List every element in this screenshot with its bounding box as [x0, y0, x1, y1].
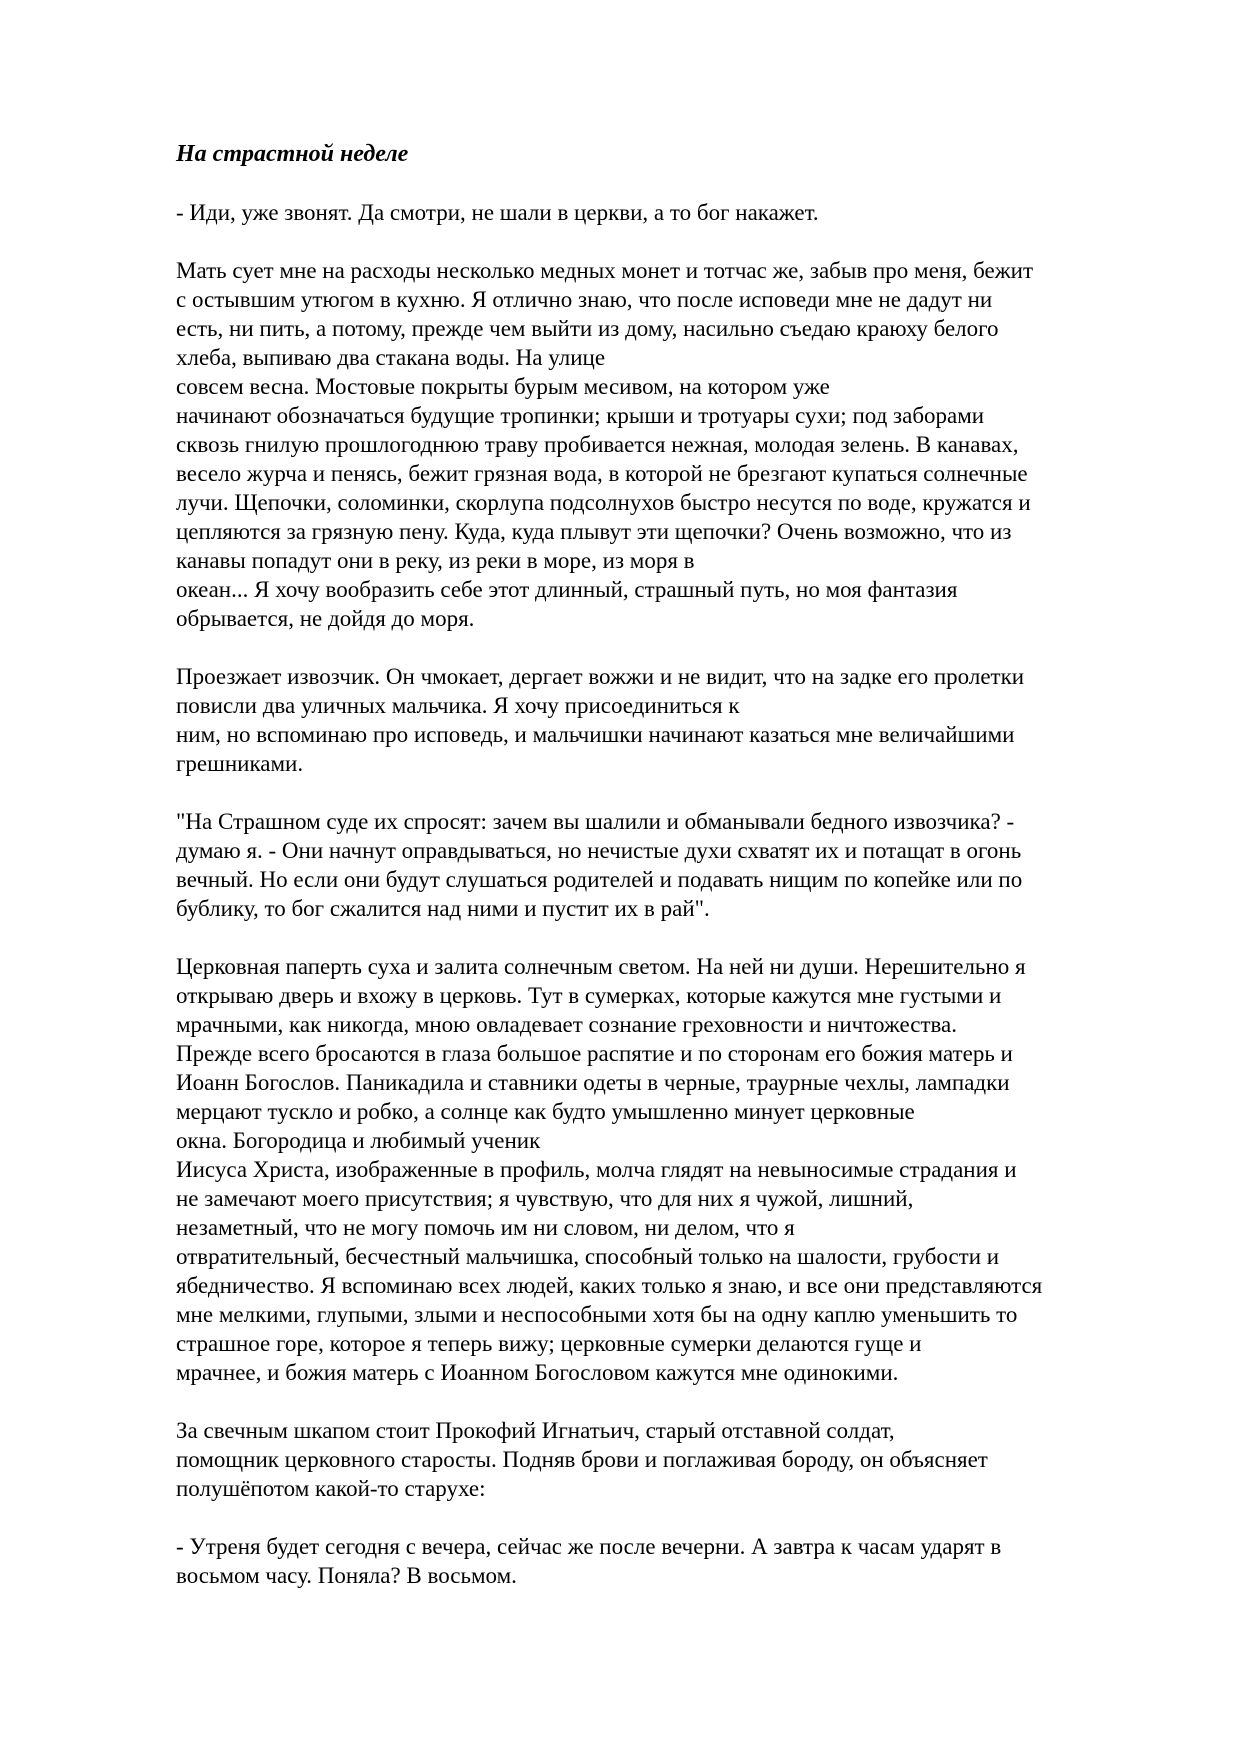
text-line: восьмом часу. Поняла? В восьмом. — [176, 1563, 517, 1588]
text-line: хлеба, выпиваю два стакана воды. На улице — [176, 345, 606, 370]
text-line: Проезжает извозчик. Он чмокает, дергает вожжи и не видит, что на задке его пролетки — [176, 664, 1025, 689]
text-line: грешниками. — [176, 751, 304, 776]
paragraph — [176, 1532, 1166, 1590]
paragraph — [176, 256, 1166, 633]
text-line: Церковная паперть суха и залита солнечным светом. На ней ни души. Нерешительно я — [176, 954, 1026, 979]
text-line: отвратительный, бесчестный мальчишка, способный только на шалости, грубости и — [176, 1244, 1000, 1269]
text-line: За свечным шкапом стоит Прокофий Игнатьич, старый отставной солдат, — [176, 1418, 895, 1443]
paragraph — [176, 1416, 1166, 1503]
text-line: Иисуса Христа, изображенные в профиль, молча глядят на невыносимые страдания и — [176, 1157, 1017, 1182]
text-line: повисли два уличных мальчика. Я хочу присоединиться к — [176, 693, 740, 718]
text-line: не замечают моего присутствия; я чувствую, что для них я чужой, лишний, — [176, 1186, 914, 1211]
text-line: ябедничество. Я вспоминаю всех людей, каких только я знаю, и все они представляются — [176, 1273, 1043, 1298]
text-line: полушёпотом какой-то старухе: — [176, 1476, 486, 1501]
text-line: мне мелкими, глупыми, злыми и неспособными хотя бы на одну каплю уменьшить то — [176, 1302, 1018, 1327]
text-line: - Иди, уже звонят. Да смотри, не шали в церкви, а то бог накажет. — [176, 200, 819, 225]
text-line: обрывается, не дойдя до моря. — [176, 606, 475, 631]
text-line: вечный. Но если они будут слушаться родителей и подавать нищим по копейке или по — [176, 867, 1023, 892]
text-line: окна. Богородица и любимый ученик — [176, 1128, 541, 1153]
text-line: начинают обозначаться будущие тропинки; крыши и тротуары сухи; под заборами — [176, 403, 985, 428]
text-line: сквозь гнилую прошлогоднюю траву пробивается нежная, молодая зелень. В канавах, — [176, 432, 1019, 457]
text-line: - Утреня будет сегодня с вечера, сейчас же после вечерни. А завтра к часам ударят в — [176, 1534, 1002, 1559]
text-line: цепляются за грязную пену. Куда, куда плывут эти щепочки? Очень возможно, что из — [176, 519, 1012, 544]
paragraph — [176, 662, 1166, 778]
text-line: ним, но вспоминаю про исповедь, и мальчишки начинают казаться мне величайшими — [176, 722, 1015, 747]
text-line: Мать сует мне на расходы несколько медных монет и тотчас же, забыв про меня, бежит — [176, 258, 1034, 283]
text-line: канавы попадут они в реку, из реки в море, из моря в — [176, 548, 695, 573]
text-line: мрачными, как никогда, мною овладевает сознание греховности и ничтожества. — [176, 1012, 958, 1037]
text-line: "На Страшном суде их спросят: зачем вы шалили и обманывали бедного извозчика? - — [176, 809, 1015, 834]
text-line: незаметный, что не могу помочь им ни словом, ни делом, что я — [176, 1215, 795, 1240]
paragraph — [176, 952, 1166, 1387]
text-line: страшное горе, которое я теперь вижу; церковные сумерки делаются гуще и — [176, 1331, 922, 1356]
text-line: есть, ни пить, а потому, прежде чем выйти из дому, насильно съедаю краюху белого — [176, 316, 999, 341]
text-line: Прежде всего бросаются в глаза большое распятие и по сторонам его божия матерь и — [176, 1041, 1013, 1066]
text-line: бублику, то бог сжалится над ними и пустит их в рай". — [176, 896, 710, 921]
text-line: мрачнее, и божия матерь с Иоанном Богословом кажутся мне одинокими. — [176, 1360, 899, 1385]
text-line: открываю дверь и вхожу в церковь. Тут в сумерках, которые кажутся мне густыми и — [176, 983, 1002, 1008]
text-line: совсем весна. Мостовые покрыты бурым месивом, на котором уже — [176, 374, 830, 399]
paragraph — [176, 198, 1166, 227]
document-body — [176, 140, 1166, 1619]
paragraph — [176, 807, 1166, 923]
text-line: лучи. Щепочки, соломинки, скорлупа подсолнухов быстро несутся по воде, кружатся и — [176, 490, 1031, 515]
text-line: океан... Я хочу вообразить себе этот длинный, страшный путь, но моя фантазия — [176, 577, 958, 602]
text-line: Иоанн Богослов. Паникадила и ставники одеты в черные, траурные чехлы, лампадки — [176, 1070, 1010, 1095]
text-line: весело журча и пенясь, бежит грязная вода, в которой не брезгают купаться солнечные — [176, 461, 1028, 486]
text-line: думаю я. - Они начнут оправдываться, но нечистые духи схватят их и потащат в огонь — [176, 838, 1022, 863]
text-line: мерцают тускло и робко, а солнце как будто умышленно минует церковные — [176, 1099, 915, 1124]
document-title: На страстной неделе — [176, 141, 409, 167]
text-line: помощник церковного старосты. Подняв брови и поглаживая бороду, он объясняет — [176, 1447, 988, 1472]
paragraph-list — [176, 198, 1166, 1590]
text-line: с остывшим утюгом в кухню. Я отлично знаю, что после исповеди мне не дадут ни — [176, 287, 993, 312]
